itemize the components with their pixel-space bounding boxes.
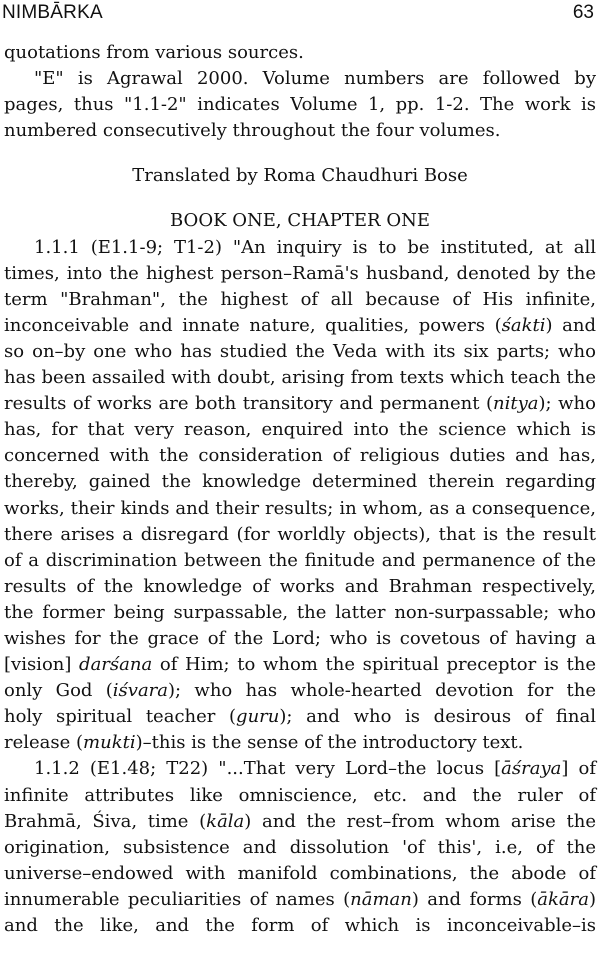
section-1-1-1	[4, 235, 596, 757]
text-line	[4, 730, 596, 756]
sanskrit-term: guru	[236, 706, 280, 728]
text-run: release (	[4, 732, 84, 754]
text-line: of a discrimination between the finitude and permanence of the	[4, 549, 596, 571]
text-run: ) and forms (	[411, 888, 538, 910]
text-run: Brahmā, Śiva, time (	[4, 810, 207, 832]
text-run: [vision]	[4, 654, 80, 676]
text-line: so on–by one who has studied the Veda with its six parts; who	[4, 340, 596, 362]
text-line: times, into the highest person–Ramā's husband, denoted by the	[4, 262, 596, 284]
text-line	[4, 391, 596, 417]
text-line: pages, thus "1.1-2" indicates Volume 1, pp. 1-2. The work is	[4, 94, 596, 116]
sanskrit-term: iśvara	[112, 680, 169, 702]
page-number: 63	[572, 2, 594, 23]
sanskrit-term: mukti	[83, 732, 136, 754]
text-run: of Him; to whom the spiritual preceptor is the	[152, 654, 596, 676]
text-run: )–this is the sense of the introductory text.	[135, 732, 524, 754]
text-line: the former being surpassable, the latter non-surpassable; who	[4, 601, 596, 623]
text-line: origination, subsistence and dissolution 'of this', i.e, of the	[4, 836, 596, 858]
text-line: results of the knowledge of works and Brahman respectively,	[4, 575, 596, 597]
text-line	[4, 678, 596, 704]
text-line: wishes for the grace of the Lord; who is covetous of having a	[4, 627, 596, 649]
text-run: inconceivable and innate nature, qualities, powers (	[4, 314, 502, 336]
text-run: results of works are both transitory and permanent (	[4, 393, 494, 415]
sanskrit-term: ākāra	[537, 888, 589, 910]
text-line	[4, 887, 596, 913]
text-line: there arises a disregard (for worldly objects), that is the result	[4, 523, 596, 545]
text-run: innumerable peculiarities of names (	[4, 888, 351, 910]
text-line	[4, 313, 596, 339]
body-text	[4, 40, 596, 939]
text-run: ) and	[545, 314, 596, 336]
text-line: "E" is Agrawal 2000. Volume numbers are followed by	[34, 68, 596, 90]
text-line: 1.1.1 (E1.1-9; T1-2) "An inquiry is to be instituted, at all	[34, 236, 596, 258]
sanskrit-term: nitya	[493, 393, 539, 415]
text-run: ] of	[561, 758, 596, 780]
intro-line: quotations from various sources.	[4, 42, 304, 63]
text-line	[4, 809, 596, 835]
sanskrit-term: nāman	[350, 888, 412, 910]
sanskrit-term: darśana	[79, 654, 153, 676]
text-run: )	[588, 888, 596, 910]
text-line: numbered consecutively throughout the four volumes.	[4, 120, 501, 142]
running-head-title: NIMBĀRKA	[2, 2, 103, 23]
text-run: only God (	[4, 680, 113, 702]
text-line: works, their kinds and their results; in whom, as a consequence,	[4, 497, 596, 519]
text-run: 1.1.2 (E1.48; T22) "...That very Lord–the locus [	[34, 758, 502, 780]
text-run: ) and the rest–from whom arise the	[244, 810, 596, 832]
text-line: has, for that very reason, enquired into the science which is	[4, 419, 596, 441]
running-head	[0, 0, 600, 30]
sanskrit-term: kāla	[206, 810, 245, 832]
section-1-1-2	[4, 756, 596, 939]
text-run: ); who has whole-hearted devotion for the	[168, 680, 596, 702]
text-line: infinite attributes like omniscience, etc. and the ruler of	[4, 784, 596, 806]
text-line	[4, 756, 596, 782]
text-line	[4, 652, 596, 678]
text-line: has been assailed with doubt, arising from texts which teach the	[4, 367, 596, 389]
text-line	[4, 704, 596, 730]
sanskrit-term: śakti	[501, 314, 546, 336]
text-line: concerned with the consideration of religious duties and has,	[4, 445, 596, 467]
source-note-paragraph	[4, 66, 596, 144]
text-run: holy spiritual teacher (	[4, 706, 237, 728]
chapter-heading: BOOK ONE, CHAPTER ONE	[170, 210, 430, 232]
text-run: ); who	[538, 393, 596, 415]
text-line: and the like, and the form of which is inconceivable–is	[4, 915, 596, 936]
text-line: universe–endowed with manifold combinations, the abode of	[4, 862, 596, 884]
sanskrit-term: āśraya	[501, 758, 562, 780]
text-run: ); and who is desirous of final	[279, 706, 596, 728]
text-line: term "Brahman", the highest of all because of His infinite,	[4, 288, 596, 310]
translator-credit: Translated by Roma Chaudhuri Bose	[132, 165, 468, 187]
text-line: thereby, gained the knowledge determined therein regarding	[4, 471, 596, 493]
